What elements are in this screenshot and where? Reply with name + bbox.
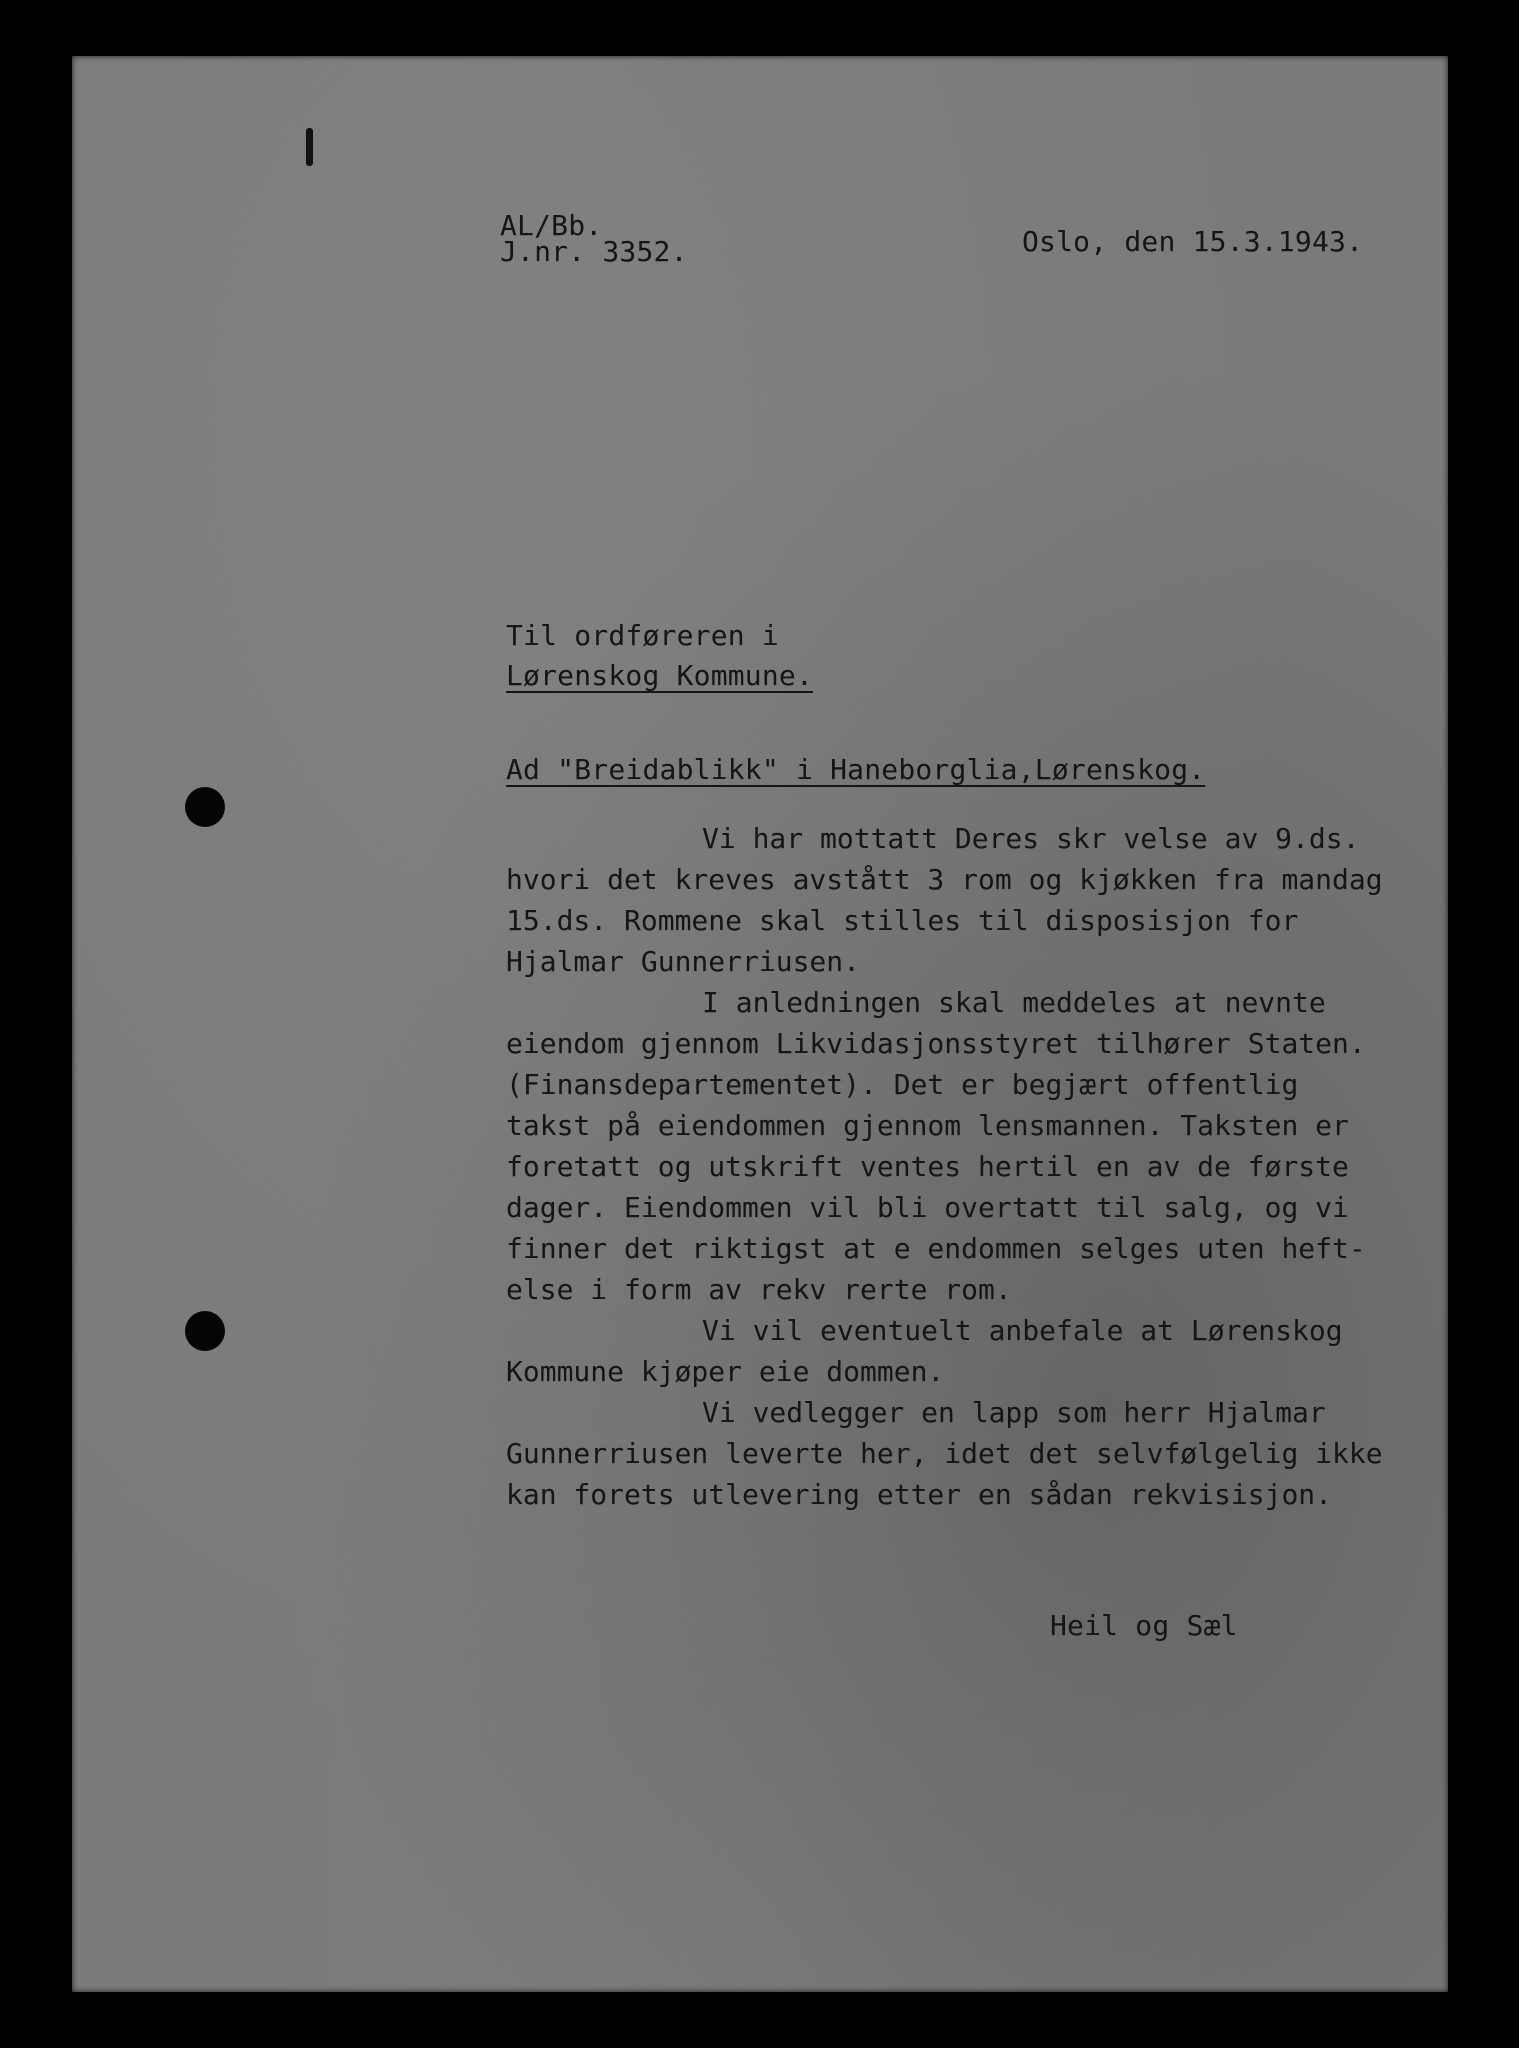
body-line: kan forets utlevering etter en sådan rekvisisjon.	[506, 1478, 1333, 1511]
body-line: else i form av rekv rerte rom.	[506, 1273, 1012, 1306]
body-line: Vi vil eventuelt anbefale at Lørenskog	[702, 1314, 1343, 1347]
body-line: dager. Eiendommen vil bli overtatt til salg, og vi	[506, 1191, 1349, 1224]
body-line: takst på eiendommen gjennom lensmannen. Taksten er	[506, 1109, 1349, 1142]
body-line: 15.ds. Rommene skal stilles til disposisjon for	[506, 904, 1299, 937]
ink-mark	[306, 128, 313, 166]
recipient-line-2: Lørenskog Kommune.	[506, 659, 814, 692]
subject-line: Ad "Breidablikk" i Haneborglia,Lørenskog.	[506, 753, 1206, 786]
letter-body	[506, 818, 1406, 1515]
place-date: Oslo, den 15.3.1943.	[1022, 225, 1364, 258]
body-line: eiendom gjennom Likvidasjonsstyret tilhører Staten.	[506, 1027, 1366, 1060]
punch-hole-bottom	[185, 1311, 225, 1351]
punch-hole-top	[185, 787, 225, 827]
body-line: finner det riktigst at e endommen selges uten heft-	[506, 1232, 1366, 1265]
reference-initials: AL/Bb.	[500, 209, 603, 242]
body-line: Vi vedlegger en lapp som herr Hjalmar	[702, 1396, 1326, 1429]
body-line: Kommune kjøper eie dommen.	[506, 1355, 945, 1388]
body-line: Gunnerriusen leverte her, idet det selvfølgelig ikke	[506, 1437, 1383, 1470]
journal-number: J.nr. 3352.	[500, 235, 688, 268]
body-line: Vi har mottatt Deres skr velse av 9.ds.	[702, 822, 1360, 855]
body-line: hvori det kreves avstått 3 rom og kjøkken fra mandag	[506, 863, 1383, 896]
recipient-line-1: Til ordføreren i	[506, 619, 779, 652]
body-line: foretatt og utskrift ventes hertil en av de første	[506, 1150, 1349, 1183]
body-line: Hjalmar Gunnerriusen.	[506, 945, 861, 978]
closing-salutation: Heil og Sæl	[1050, 1609, 1238, 1642]
body-line: (Finansdepartementet). Det er begjært offentlig	[506, 1068, 1299, 1101]
body-line: I anledningen skal meddeles at nevnte	[702, 986, 1326, 1019]
